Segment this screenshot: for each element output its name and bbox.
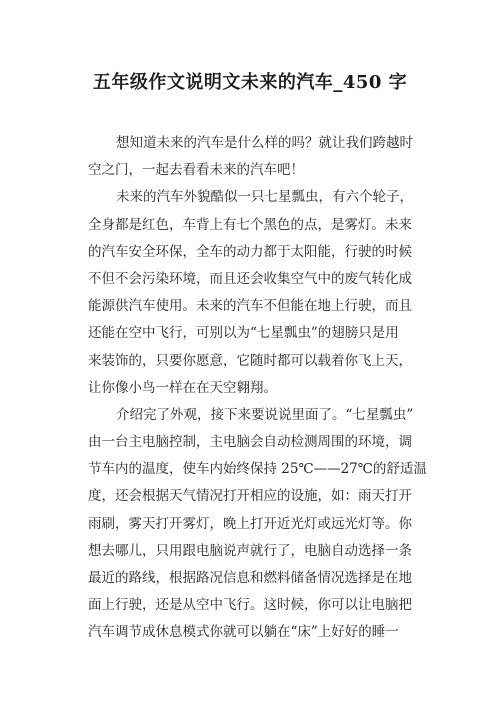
- paragraph-3-line-4: 度，还会根据天气情况打开相应的设施，如：雨天打开: [88, 488, 412, 505]
- paragraph-3-line-3: 节车内的温度，使车内始终保持 25℃——27℃的舒适温: [88, 461, 427, 478]
- paragraph-2-line-3: 的汽车安全环保，全车的动力都于太阳能，行驶的时候: [88, 243, 412, 260]
- paragraph-3-line-8: 面上行驶，还是从空中飞行。这时候，你可以让电脑把: [88, 597, 412, 614]
- paragraph-2-line-6: 还能在空中飞行，可别以为“七星瓢虫”的翅膀只是用: [88, 325, 399, 342]
- paragraph-2-line-8: 让你像小鸟一样在在天空翱翔。: [88, 379, 277, 396]
- paragraph-2-line-4: 不但不会污染环境，而且还会收集空气中的废气转化成: [88, 270, 412, 287]
- paragraph-2-line-1: 未来的汽车外貌酷似一只七星瓢虫，有六个轮子，: [116, 189, 413, 206]
- paragraph-3-line-5: 雨刷，雾天打开雾灯，晚上打开近光灯或远光灯等。你: [88, 515, 412, 532]
- paragraph-3-line-7: 最近的路线，根据路况信息和燃料储备情况选择是在地: [88, 570, 412, 586]
- paragraph-2-line-5: 能源供汽车使用。未来的汽车不但能在地上行驶，而且: [88, 298, 412, 315]
- paragraph-1-line-2: 空之门，一起去看看未来的汽车吧！: [88, 162, 304, 179]
- paragraph-2-line-7: 来装饰的，只要你愿意，它随时都可以载着你飞上天，: [88, 352, 412, 369]
- paragraph-3-line-1: 介绍完了外观，接下来要说说里面了。“七星瓢虫”: [116, 406, 414, 423]
- paragraph-2-line-2: 全身都是红色，车背上有七个黑色的点，是雾灯。未来: [88, 216, 412, 233]
- document-title: 五年级作文说明文未来的汽车_450 字: [92, 72, 408, 93]
- paragraph-3-line-2: 由一台主电脑控制，主电脑会自动检测周围的环境，调: [88, 434, 412, 451]
- paragraph-3-line-9: 汽车调节成休息模式你就可以躺在“床”上好好的睡一: [88, 624, 399, 641]
- document-body: [88, 130, 427, 647]
- paragraph-1-line-1: 想知道未来的汽车是什么样的吗？就让我们跨越时: [116, 135, 413, 151]
- paragraph-3-line-6: 想去哪儿，只用跟电脑说声就行了，电脑自动选择一条: [88, 542, 412, 559]
